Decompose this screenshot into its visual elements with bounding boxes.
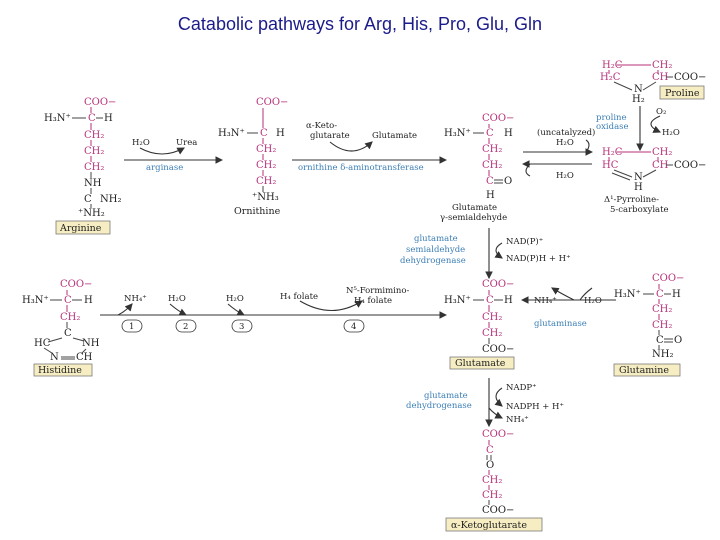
arginase-water: H₂O — [132, 138, 150, 148]
page-title: Catabolic pathways for Arg, His, Pro, Glu, Gln — [177, 14, 543, 34]
p5c-ch: CH — [652, 160, 669, 171]
pro-h2c-top: H₂C — [602, 60, 623, 71]
arg-alpha-carbon: C — [88, 113, 96, 124]
pro-carboxylate: COO− — [674, 72, 707, 83]
arg-nh: NH — [84, 178, 102, 189]
p5c-h: H — [634, 182, 643, 193]
gln-carboxylate: COO− — [652, 273, 685, 284]
proline-oxidase-1: proline — [596, 113, 627, 123]
histidine-structure — [22, 279, 100, 376]
glutamate-label: Glutamate — [455, 358, 506, 369]
glu-hydrogen: H — [504, 295, 513, 306]
akg-reactant-line2: glutarate — [310, 131, 350, 141]
orn-hydrogen: H — [276, 128, 285, 139]
akg-keto-c: C — [486, 445, 494, 456]
pro-ch: CH — [652, 72, 669, 83]
glu-carboxylate: COO− — [482, 279, 515, 290]
arg-guanidino-c: C — [84, 194, 92, 205]
histidine-label: Histidine — [38, 365, 82, 376]
proline-label: Proline — [665, 88, 700, 99]
arginase-step — [124, 138, 222, 173]
glu-ch2-1: CH₂ — [482, 312, 503, 323]
gln-amide-c: C — [656, 335, 664, 346]
glutaminase-enzyme: glutaminase — [534, 319, 587, 329]
akg-label: α-Ketoglutarate — [451, 520, 527, 531]
glutaminase-step — [522, 288, 616, 329]
glutamate-structure — [444, 279, 514, 369]
gsa-hydrogen: H — [504, 128, 513, 139]
akg-structure — [446, 429, 542, 531]
glutamine-structure — [614, 273, 684, 376]
his-step1-ammonium: NH₄⁺ — [124, 294, 147, 304]
akg-carboxylate-top: COO− — [482, 429, 515, 440]
arginase-enzyme: arginase — [146, 163, 184, 173]
step-number-1: 1 — [129, 322, 135, 332]
glu-dh-enzyme-2: dehydrogenase — [406, 401, 472, 411]
gsa-dh-nadp: NAD(P)⁺ — [506, 237, 544, 247]
akg-oxygen: O — [486, 460, 495, 471]
his-ring-c: C — [64, 328, 72, 339]
arg-ch2-3: CH₂ — [84, 162, 105, 173]
arginine-label: Arginine — [60, 223, 102, 234]
gln-nh2: NH₂ — [652, 349, 674, 360]
his-ch2: CH₂ — [60, 312, 81, 323]
p5c-carboxylate: COO− — [674, 160, 707, 171]
his-ring-nh: NH — [82, 338, 100, 349]
glu-dh-enzyme-1: glutamate — [424, 391, 468, 401]
arg-carboxylate: COO− — [84, 97, 117, 108]
his-alpha-carbon: C — [64, 295, 72, 306]
gsa-dh-enzyme-3: dehydrogenase — [400, 256, 466, 266]
orn-alpha-carbon: C — [260, 128, 268, 139]
p5c-label-1: Δ¹-Pyrroline- — [604, 195, 659, 205]
akg-carboxylate-bottom: COO− — [482, 505, 515, 516]
his-amino: H₃N⁺ — [22, 295, 49, 306]
glu-semialdehyde-structure — [440, 113, 514, 223]
uncatalyzed-label: (uncatalyzed) — [537, 128, 596, 138]
glutaminase-ammonium: NH₄⁺ — [534, 296, 557, 306]
gsa-dh-enzyme-2: semialdehyde — [406, 245, 466, 255]
gsa-label-2: γ-semialdehyde — [440, 213, 508, 223]
orn-nh3: ⁺NH₃ — [252, 192, 279, 203]
arg-nh2-plus: ⁺NH₂ — [78, 208, 105, 219]
arg-nh2: NH₂ — [100, 194, 122, 205]
gln-amino: H₃N⁺ — [614, 289, 641, 300]
akg-reactant-line1: α-Keto- — [306, 121, 338, 131]
step-number-4: 4 — [351, 322, 357, 332]
p5c-ch2: CH₂ — [652, 147, 673, 158]
arginine-structure — [44, 97, 121, 234]
glu-dh-ammonium: NH₄⁺ — [506, 415, 529, 425]
uncatalyzed-step — [523, 127, 595, 181]
pro-ch2-top: CH₂ — [652, 60, 673, 71]
his-hydrogen: H — [84, 295, 93, 306]
his-step3-water: H₂O — [226, 294, 244, 304]
orn-carboxylate: COO− — [256, 97, 289, 108]
orn-ch2-3: CH₂ — [256, 176, 277, 187]
p5c-h2c: H₂C — [602, 147, 623, 158]
orn-ch2-1: CH₂ — [256, 144, 277, 155]
glu-dehydrogenase-step — [406, 378, 564, 426]
ornithine-structure — [218, 97, 288, 217]
p5c-hc: HC — [602, 160, 619, 171]
arg-hydrogen: H — [104, 113, 113, 124]
h4-folate: H₄ folate — [280, 292, 319, 302]
formimino-line2: H₄ folate — [354, 296, 393, 306]
gln-hydrogen: H — [672, 289, 681, 300]
gsa-ch2-2: CH₂ — [482, 160, 503, 171]
gsa-label-1: Glutamate — [452, 203, 498, 213]
arginase-urea: Urea — [176, 138, 198, 148]
gsa-dh-nadph: NAD(P)H + H⁺ — [506, 254, 571, 264]
glu-dh-nadp: NADP⁺ — [506, 383, 537, 393]
gsa-oxygen: O — [504, 176, 513, 187]
his-ring-n: N — [50, 352, 59, 363]
step-number-3: 3 — [239, 322, 245, 332]
gsa-h: H — [486, 190, 495, 201]
proline-oxygen: O₂ — [656, 107, 667, 117]
his-carboxylate: COO− — [60, 279, 93, 290]
his-ring-ch: CH — [76, 352, 93, 363]
gln-alpha-carbon: C — [656, 289, 664, 300]
gln-ch2-2: CH₂ — [652, 320, 673, 331]
histidine-steps — [100, 286, 446, 332]
gln-oxygen: O — [674, 335, 683, 346]
glutamate-product: Glutamate — [372, 131, 418, 141]
gsa-alpha-carbon: C — [486, 128, 494, 139]
gsa-ch2-1: CH₂ — [482, 144, 503, 155]
glutamine-label: Glutamine — [619, 365, 670, 376]
arg-amino: H₃N⁺ — [44, 113, 71, 124]
transaminase-step — [292, 121, 446, 173]
arg-ch2-1: CH₂ — [84, 130, 105, 141]
formimino-line1: N⁵-Formimino- — [346, 286, 410, 296]
gln-ch2-1: CH₂ — [652, 304, 673, 315]
pro-h2: H₂ — [632, 94, 645, 105]
his-ring-hc: HC — [34, 338, 51, 349]
orn-amino: H₃N⁺ — [218, 128, 245, 139]
gsa-aldehyde-c: C — [486, 176, 494, 187]
his-step2-water: H₂O — [168, 294, 186, 304]
uncat-water-top: H₂O — [556, 138, 574, 148]
p5c-label-2: 5-carboxylate — [610, 205, 669, 215]
p5c-nitrogen: N — [634, 172, 643, 183]
akg-ch2-2: CH₂ — [482, 490, 503, 501]
akg-ch2-1: CH₂ — [482, 475, 503, 486]
glu-amino: H₃N⁺ — [444, 295, 471, 306]
arg-ch2-2: CH₂ — [84, 146, 105, 157]
orn-ch2-2: CH₂ — [256, 160, 277, 171]
gsa-dh-enzyme-1: glutamate — [414, 234, 458, 244]
proline-structure — [600, 60, 706, 105]
step-number-2: 2 — [183, 322, 189, 332]
glu-side-carboxylate: COO− — [482, 344, 515, 355]
glu-ch2-2: CH₂ — [482, 328, 503, 339]
glu-dh-nadph: NADPH + H⁺ — [506, 402, 564, 412]
proline-oxidase-2: oxidase — [596, 122, 629, 132]
pyrroline-structure — [602, 147, 706, 215]
proline-oxidase-step — [596, 106, 680, 150]
uncat-water-bottom: H₂O — [556, 171, 574, 181]
pro-h2c-bottom: H₂C — [600, 72, 621, 83]
glu-alpha-carbon: C — [486, 295, 494, 306]
proline-water: H₂O — [662, 128, 680, 138]
ornithine-label: Ornithine — [234, 206, 281, 217]
gsa-dehydrogenase-step — [400, 228, 571, 278]
gsa-carboxylate: COO− — [482, 113, 515, 124]
glutaminase-water: H₂O — [584, 296, 602, 306]
gsa-amino: H₃N⁺ — [444, 128, 471, 139]
pro-nitrogen: N — [634, 84, 643, 95]
transaminase-enzyme: ornithine δ-aminotransferase — [298, 163, 424, 173]
